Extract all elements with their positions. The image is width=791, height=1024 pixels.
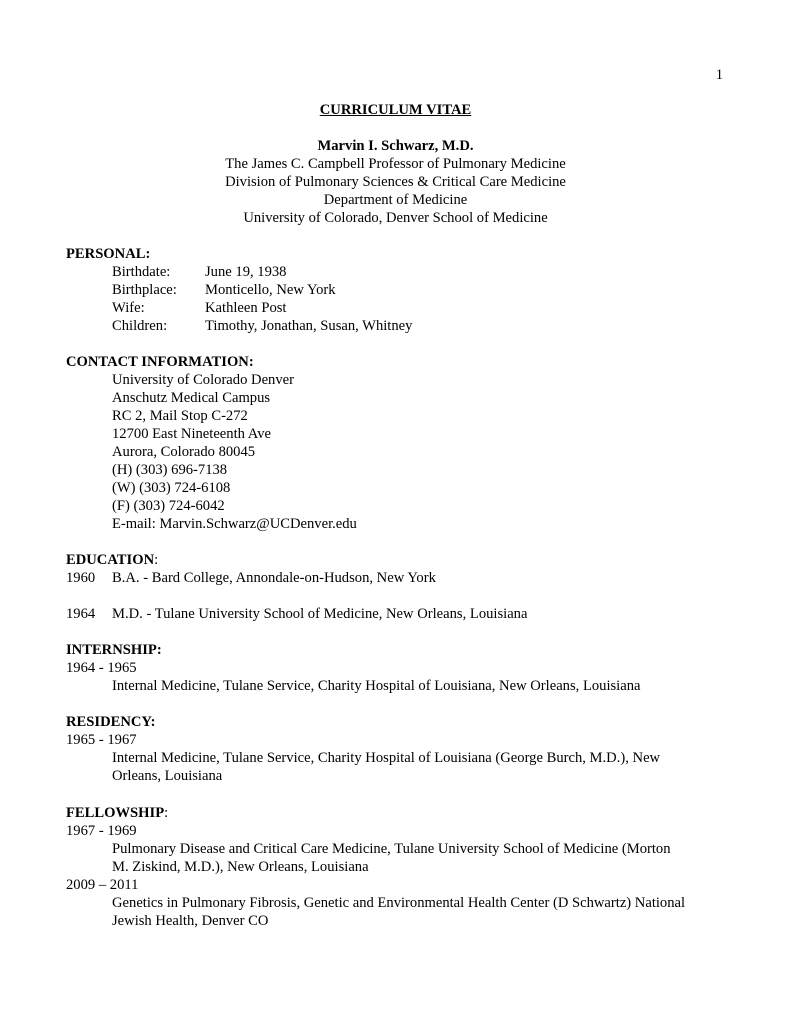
field-value: Kathleen Post — [205, 300, 287, 316]
person-name: Marvin I. Schwarz, M.D. — [317, 138, 474, 154]
fellowship-text: Jewish Health, Denver CO — [112, 913, 269, 929]
education-item — [66, 605, 726, 623]
education-year: 1964 — [66, 606, 96, 622]
field-value: Monticello, New York — [205, 282, 336, 298]
personal-row — [112, 263, 726, 281]
internship-section — [66, 641, 726, 695]
section-heading: INTERNSHIP: — [66, 642, 162, 658]
internship-period: 1964 - 1965 — [66, 660, 137, 676]
section-heading: PERSONAL: — [66, 246, 151, 262]
residency-text: Orleans, Louisiana — [112, 768, 223, 784]
cv-header — [0, 137, 791, 227]
residency-text: Internal Medicine, Tulane Service, Charity Hospital of Louisiana (George Burch, M.D.), New — [112, 750, 661, 766]
email-line: E-mail: Marvin.Schwarz@UCDenver.edu — [112, 516, 357, 532]
section-heading: EDUCATION: — [66, 552, 159, 568]
internship-text: Internal Medicine, Tulane Service, Charity Hospital of Louisiana, New Orleans, Louisiana — [112, 678, 641, 694]
education-text: M.D. - Tulane University School of Medicine, New Orleans, Louisiana — [112, 606, 528, 622]
contact-line: Aurora, Colorado 80045 — [112, 444, 256, 460]
header-line: University of Colorado, Denver School of Medicine — [243, 210, 548, 226]
contact-line: RC 2, Mail Stop C-272 — [112, 408, 248, 424]
header-line: Division of Pulmonary Sciences & Critical Care Medicine — [225, 174, 566, 190]
education-item — [66, 569, 726, 587]
contact-line: (H) (303) 696-7138 — [112, 462, 228, 478]
fellowship-period: 2009 – 2011 — [66, 877, 139, 893]
personal-row — [112, 281, 726, 299]
personal-row — [112, 299, 726, 317]
section-heading: FELLOWSHIP: — [66, 805, 169, 821]
contact-line: (F) (303) 724-6042 — [112, 498, 225, 514]
document-title: CURRICULUM VITAE — [319, 102, 472, 118]
contact-line: 12700 East Nineteenth Ave — [112, 426, 272, 442]
personal-row — [112, 317, 726, 335]
header-line: Department of Medicine — [323, 192, 468, 208]
contact-line: (W) (303) 724-6108 — [112, 480, 231, 496]
field-label: Wife: — [112, 300, 145, 316]
personal-section — [66, 245, 726, 335]
fellowship-section — [66, 804, 726, 930]
field-label: Birthplace: — [112, 282, 177, 298]
section-heading: CONTACT INFORMATION: — [66, 354, 254, 370]
education-text: B.A. - Bard College, Annondale-on-Hudson, New York — [112, 570, 436, 586]
page-number: 1 — [715, 67, 723, 83]
education-section — [66, 551, 726, 623]
residency-section — [66, 713, 726, 785]
contact-section — [66, 353, 726, 533]
field-value: Timothy, Jonathan, Susan, Whitney — [205, 318, 413, 334]
fellowship-text: Genetics in Pulmonary Fibrosis, Genetic and Environmental Health Center (D Schwartz) National — [112, 895, 686, 911]
field-value: June 19, 1938 — [205, 264, 287, 280]
fellowship-period: 1967 - 1969 — [66, 823, 137, 839]
header-line: The James C. Campbell Professor of Pulmonary Medicine — [225, 156, 566, 172]
residency-period: 1965 - 1967 — [66, 732, 137, 748]
education-year: 1960 — [66, 570, 96, 586]
contact-line: Anschutz Medical Campus — [112, 390, 271, 406]
section-heading: RESIDENCY: — [66, 714, 156, 730]
field-label: Children: — [112, 318, 168, 334]
fellowship-text: Pulmonary Disease and Critical Care Medicine, Tulane University School of Medicine (Morton — [112, 841, 671, 857]
contact-line: University of Colorado Denver — [112, 372, 294, 388]
field-label: Birthdate: — [112, 264, 171, 280]
fellowship-text: M. Ziskind, M.D.), New Orleans, Louisiana — [112, 859, 369, 875]
